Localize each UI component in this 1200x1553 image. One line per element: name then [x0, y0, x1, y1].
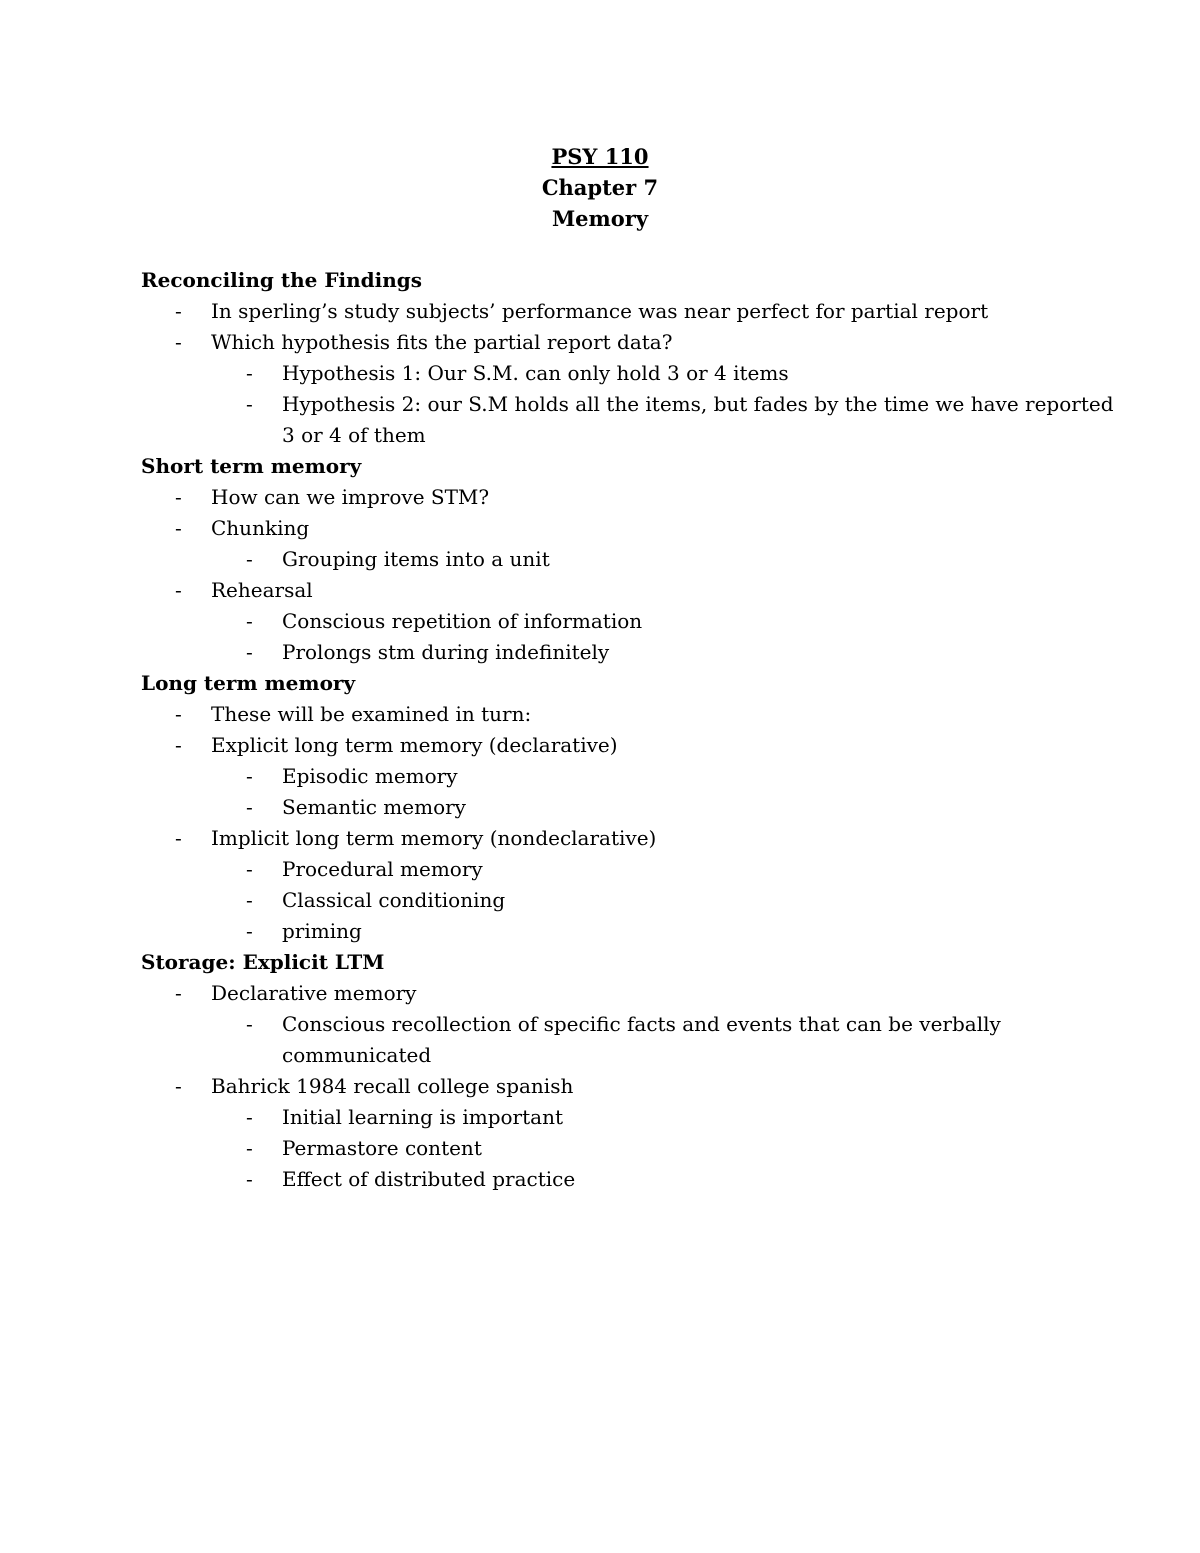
bullet-dash: -: [246, 888, 253, 912]
sub-list-item: [0, 854, 1200, 885]
sub-list-item-text: Initial learning is important: [282, 1105, 563, 1129]
document-title-block: [0, 141, 1200, 234]
bullet-dash: -: [175, 702, 182, 726]
sub-list-item: [0, 916, 1200, 947]
bullet-dash: -: [175, 299, 182, 323]
list-item: [0, 575, 1200, 606]
sub-list-item-text: Permastore content: [282, 1136, 482, 1160]
sub-list-item-continuation: [0, 1040, 1200, 1071]
chapter-title: Chapter 7: [541, 175, 659, 200]
bullet-dash: -: [246, 857, 253, 881]
list-item: [0, 823, 1200, 854]
bullet-dash: -: [175, 330, 182, 354]
list-item: [0, 1071, 1200, 1102]
sub-list-item: [0, 792, 1200, 823]
sub-list-item-text: Grouping items into a unit: [282, 547, 550, 571]
bullet-dash: -: [246, 1167, 253, 1191]
list-item-text: Which hypothesis fits the partial report data?: [211, 330, 673, 354]
list-item: [0, 978, 1200, 1009]
course-title: PSY 110: [551, 144, 649, 169]
bullet-dash: -: [246, 764, 253, 788]
section-heading-storage: Storage: Explicit LTM: [141, 950, 385, 974]
list-item: [0, 730, 1200, 761]
sub-list-item-text: communicated: [282, 1043, 432, 1067]
sub-list-item-text: Prolongs stm during indefinitely: [282, 640, 610, 664]
bullet-dash: -: [175, 516, 182, 540]
bullet-dash: -: [246, 609, 253, 633]
sub-list-item: [0, 1164, 1200, 1195]
sub-list-item-text: 3 or 4 of them: [282, 423, 426, 447]
bullet-dash: -: [246, 547, 253, 571]
list-item: [0, 296, 1200, 327]
bullet-dash: -: [246, 1105, 253, 1129]
bullet-dash: -: [175, 578, 182, 602]
list-item: [0, 327, 1200, 358]
list-item: [0, 482, 1200, 513]
list-item-text: Explicit long term memory (declarative): [211, 733, 618, 757]
sub-list-item: [0, 358, 1200, 389]
sub-list-item-text: Semantic memory: [282, 795, 466, 819]
list-item-text: Declarative memory: [211, 981, 417, 1005]
notes-body: [0, 265, 1200, 1195]
sub-list-item-text: Hypothesis 1: Our S.M. can only hold 3 or 4 items: [282, 361, 789, 385]
sub-list-item: [0, 761, 1200, 792]
sub-list-item: [0, 389, 1200, 420]
sub-list-item: [0, 885, 1200, 916]
topic-title: Memory: [551, 206, 649, 231]
bullet-dash: -: [175, 826, 182, 850]
sub-list-item: [0, 1133, 1200, 1164]
bullet-dash: -: [246, 795, 253, 819]
sub-list-item-text: Episodic memory: [282, 764, 458, 788]
sub-list-item: [0, 544, 1200, 575]
bullet-dash: -: [246, 361, 253, 385]
list-item-text: Bahrick 1984 recall college spanish: [211, 1074, 574, 1098]
sub-list-item-text: Procedural memory: [282, 857, 483, 881]
list-item: [0, 699, 1200, 730]
sub-list-item-text: Hypothesis 2: our S.M holds all the items, but fades by the time we have reported: [282, 392, 1114, 416]
list-item: [0, 513, 1200, 544]
sub-list-item: [0, 606, 1200, 637]
section-heading-ltm: Long term memory: [141, 671, 356, 695]
list-item-text: In sperling’s study subjects’ performance was near perfect for partial report: [211, 299, 989, 323]
sub-list-item: [0, 637, 1200, 668]
list-item-text: Rehearsal: [211, 578, 313, 602]
section-heading-reconciling: Reconciling the Findings: [141, 268, 423, 292]
sub-list-item-text: Conscious recollection of specific facts and events that can be verbally: [282, 1012, 1001, 1036]
section-heading-stm: Short term memory: [141, 454, 362, 478]
sub-list-item-text: priming: [282, 919, 362, 943]
sub-list-item: [0, 1102, 1200, 1133]
bullet-dash: -: [246, 919, 253, 943]
bullet-dash: -: [246, 1136, 253, 1160]
sub-list-item-text: Effect of distributed practice: [282, 1167, 576, 1191]
bullet-dash: -: [246, 640, 253, 664]
sub-list-item-text: Classical conditioning: [282, 888, 506, 912]
bullet-dash: -: [175, 485, 182, 509]
bullet-dash: -: [246, 392, 253, 416]
bullet-dash: -: [175, 733, 182, 757]
list-item-text: These will be examined in turn:: [211, 702, 532, 726]
list-item-text: Chunking: [211, 516, 310, 540]
bullet-dash: -: [175, 981, 182, 1005]
list-item-text: How can we improve STM?: [211, 485, 490, 509]
sub-list-item-continuation: [0, 420, 1200, 451]
bullet-dash: -: [175, 1074, 182, 1098]
sub-list-item-text: Conscious repetition of information: [282, 609, 643, 633]
bullet-dash: -: [246, 1012, 253, 1036]
sub-list-item: [0, 1009, 1200, 1040]
list-item-text: Implicit long term memory (nondeclarative): [211, 826, 657, 850]
